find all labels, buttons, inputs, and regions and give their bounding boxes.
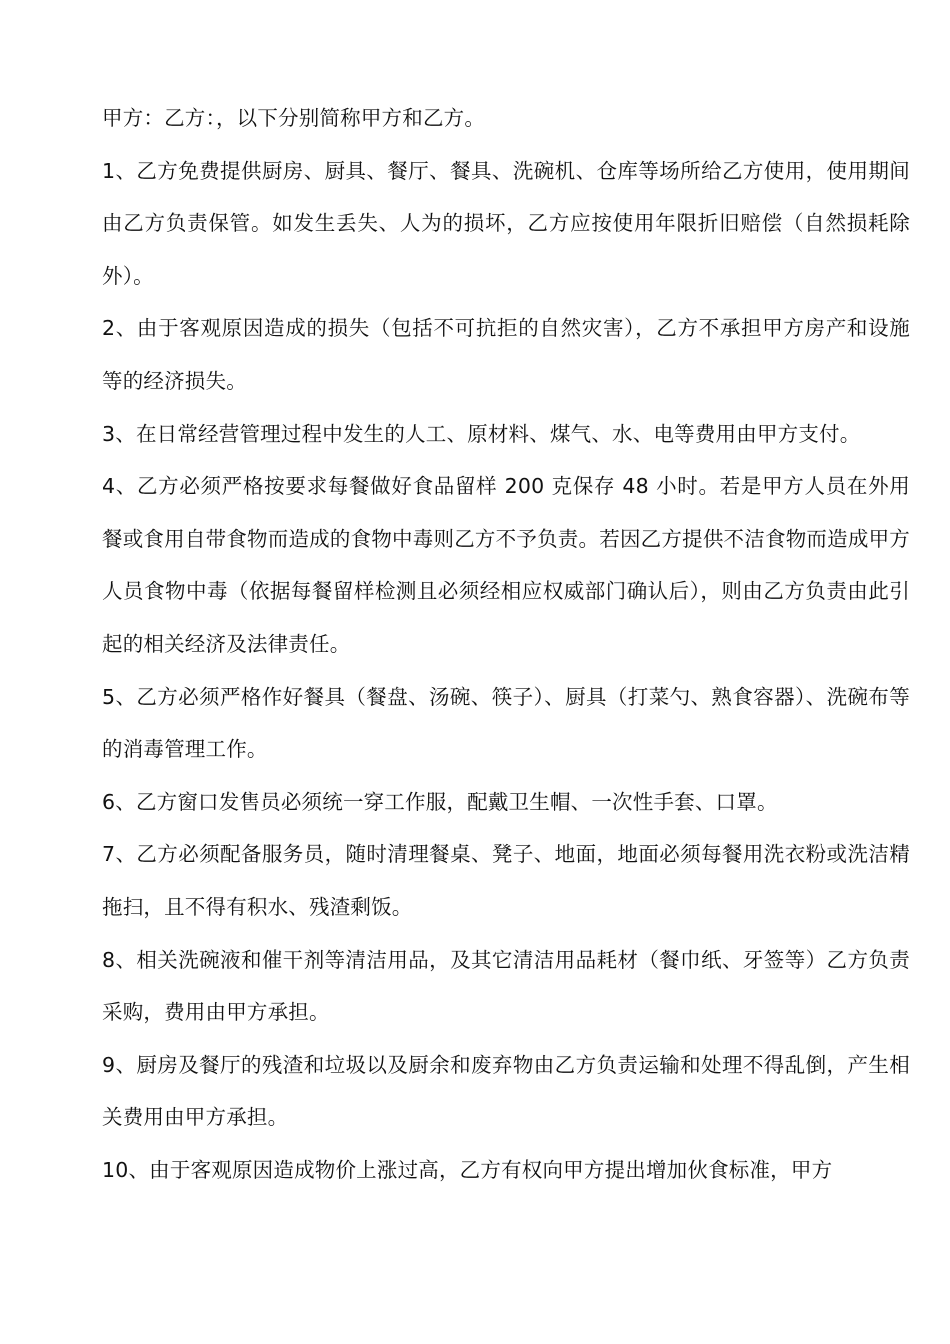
clause-8: 8、相关洗碗液和催干剂等清洁用品，及其它清洁用品耗材（餐巾纸、牙签等）乙方负责采购，费用由甲方承担。: [102, 947, 910, 1025]
clause-9: 9、厨房及餐厅的残渣和垃圾以及厨余和废弃物由乙方负责运输和处理不得乱倒，产生相关费用由甲方承担。: [102, 1052, 910, 1130]
clause-7: 7、乙方必须配备服务员，随时清理餐桌、凳子、地面，地面必须每餐用洗衣粉或洗洁精拖扫，且不得有积水、残渣剩饭。: [102, 842, 910, 919]
clause-2: 2、由于客观原因造成的损失（包括不可抗拒的自然灾害），乙方不承担甲方房产和设施等的经济损失。: [102, 316, 910, 393]
clause-3: 3、在日常经营管理过程中发生的人工、原材料、煤气、水、电等费用由甲方支付。: [102, 421, 861, 446]
clause-4: 4、乙方必须严格按要求每餐做好食品留样 200 克保存 48 小时。若是甲方人员在外用餐或食用自带食物而造成的食物中毒则乙方不予负责。若因乙方提供不洁食物而造成甲方人员食物中毒（依据每餐留样检测且必须经相应权威部门确认后），则由乙方负责由此引起的相关经济及法律责任。: [102, 474, 910, 656]
clause-6: 6、乙方窗口发售员必须统一穿工作服，配戴卫生帽、一次性手套、口罩。: [102, 789, 778, 814]
clause-5: 5、乙方必须严格作好餐具（餐盘、汤碗、筷子）、厨具（打菜勺、熟食容器）、洗碗布等的消毒管理工作。: [102, 684, 910, 762]
clause-10: 10、由于客观原因造成物价上涨过高，乙方有权向甲方提出增加伙食标准，甲方: [102, 1157, 833, 1182]
contract-body: [102, 92, 910, 1196]
contract-intro: 甲方：乙方：，以下分别简称甲方和乙方。: [102, 106, 486, 130]
clause-1: 1、乙方免费提供厨房、厨具、餐厅、餐具、洗碗机、仓库等场所给乙方使用，使用期间由乙方负责保管。如发生丢失、人为的损坏，乙方应按使用年限折旧赔偿（自然损耗除外）。: [102, 158, 910, 288]
